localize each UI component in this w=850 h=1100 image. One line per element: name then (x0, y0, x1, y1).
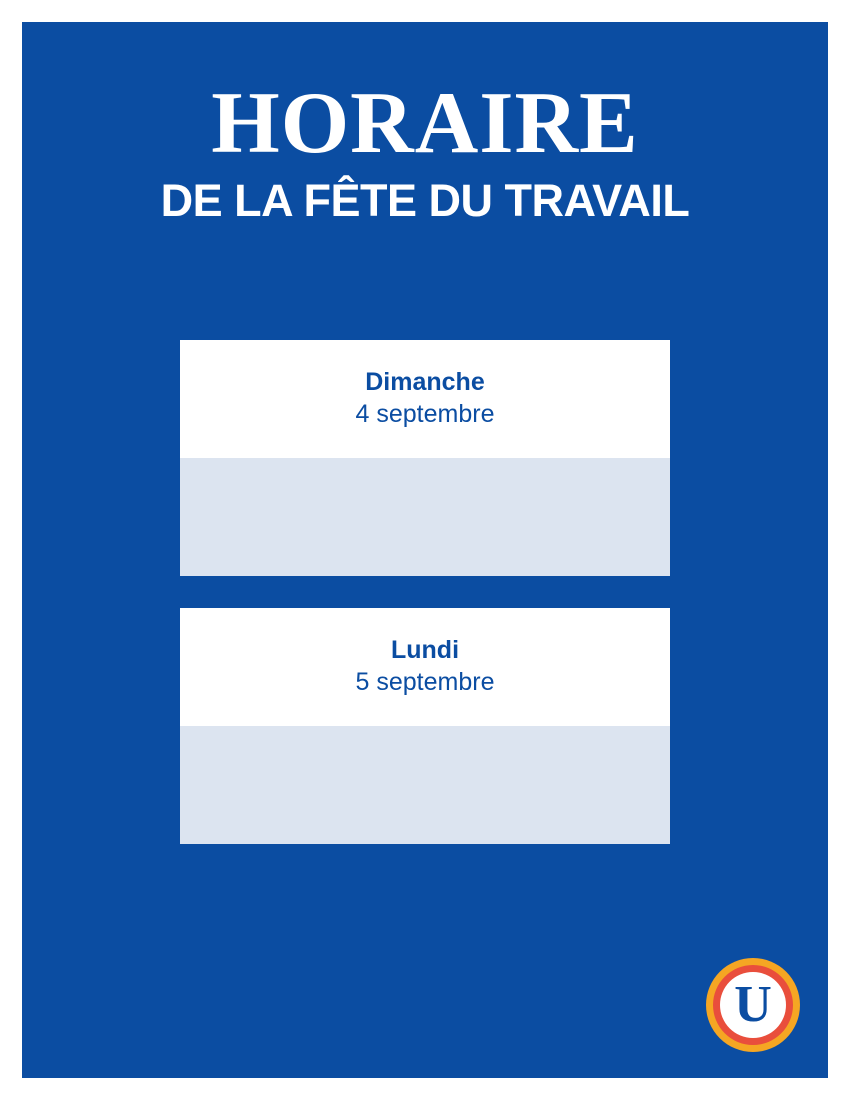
schedule-card-day: Lundi (390, 636, 460, 665)
poster-canvas (22, 22, 828, 1078)
schedule-card-date: 4 septembre (355, 400, 495, 429)
schedule-card (180, 608, 670, 844)
schedule-card-day: Dimanche (365, 368, 485, 397)
schedule-card-date: 5 septembre (355, 668, 495, 697)
schedule-card (180, 340, 670, 576)
schedule-card-header (180, 608, 670, 726)
logo-letter: U (734, 976, 772, 1033)
brand-logo-icon (706, 958, 800, 1052)
schedule-card-header (180, 340, 670, 458)
page-title: HORAIRE (211, 75, 639, 172)
page-subtitle: DE LA FÊTE DU TRAVAIL (160, 175, 690, 226)
schedule-cards (180, 340, 670, 876)
schedule-card-details (180, 726, 670, 844)
poster-title-block (22, 75, 828, 226)
schedule-card-details (180, 458, 670, 576)
